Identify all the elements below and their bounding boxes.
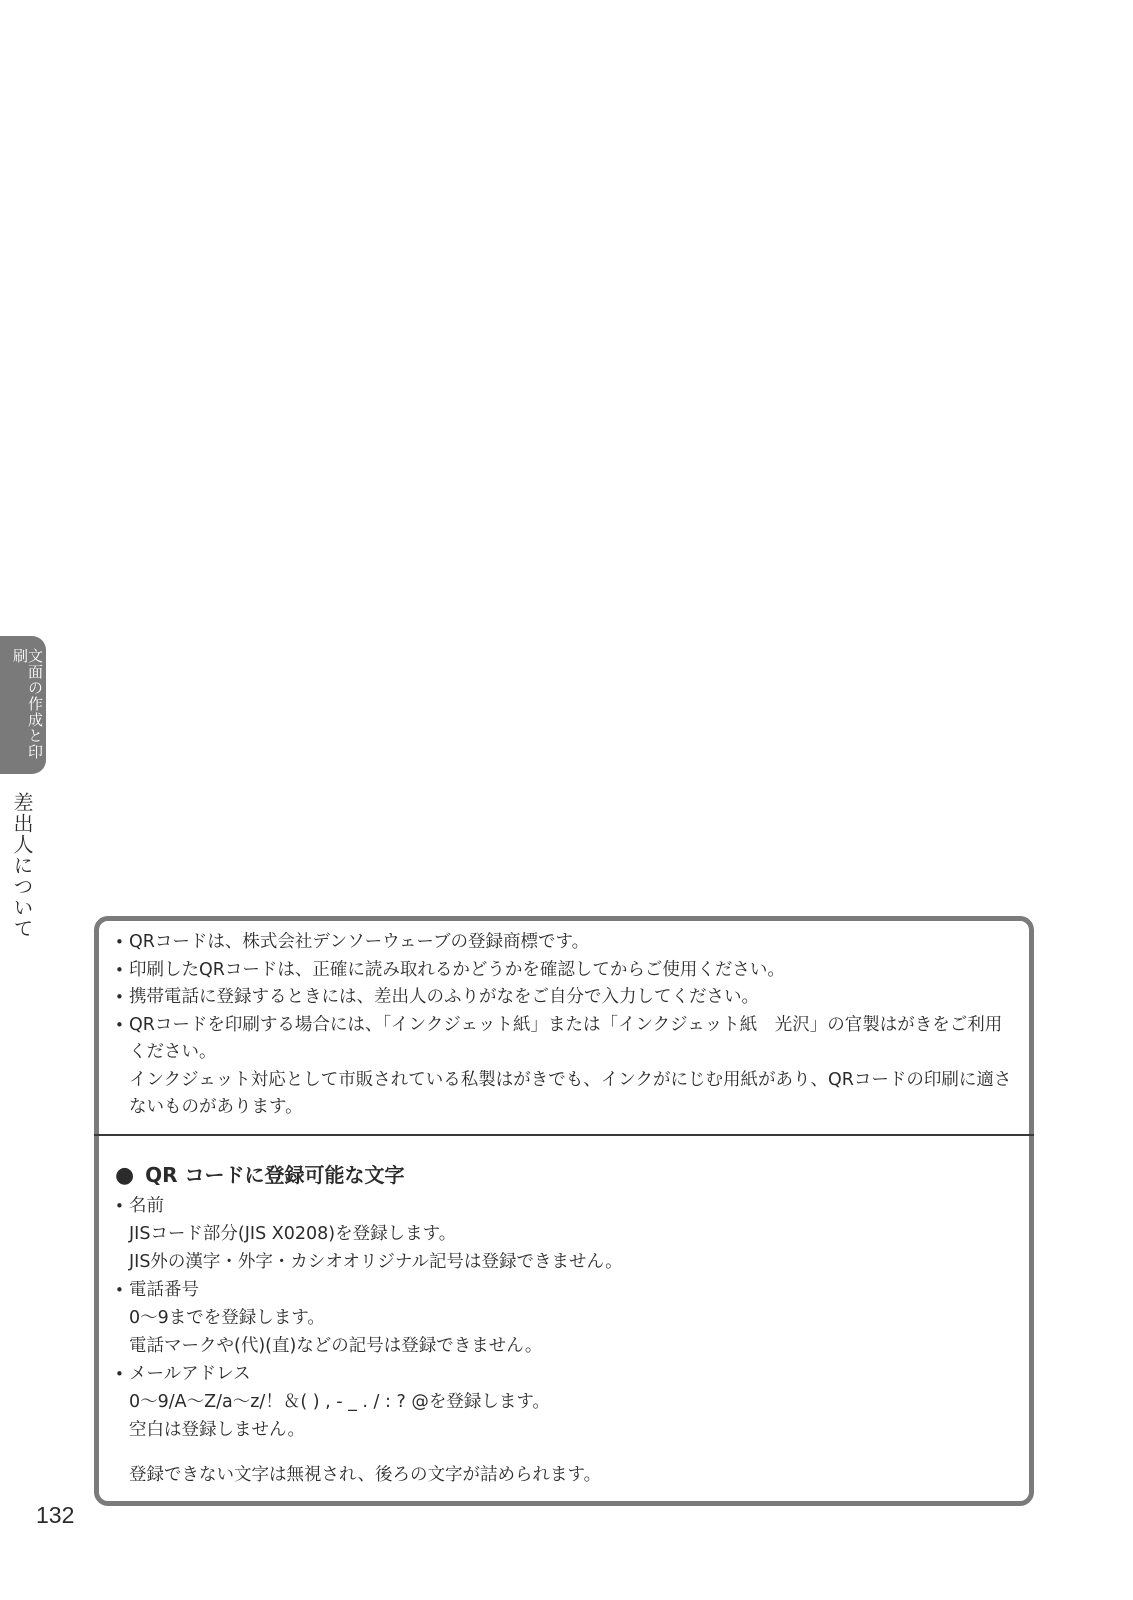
note-item bbox=[115, 929, 1013, 957]
section-title bbox=[115, 1159, 405, 1188]
note-text: QRコードを印刷する場合には、「インクジェット紙」または「インクジェット紙 光沢」の官製はがきをご利用ください。 bbox=[129, 1014, 1003, 1062]
item-line: 空白は登録しません。 bbox=[129, 1420, 306, 1440]
bullet-icon: • bbox=[115, 1015, 124, 1034]
note-box bbox=[94, 916, 1034, 1506]
footnote: 登録できない文字は無視され、後ろの文字が詰められます。 bbox=[129, 1465, 602, 1485]
note-text: 携帯電話に登録するときには、差出人のふりがなをご自分で入力してください。 bbox=[129, 987, 759, 1007]
bullet-icon: • bbox=[115, 933, 124, 951]
notes-list bbox=[115, 929, 1013, 1122]
note-item bbox=[115, 957, 1013, 985]
item-line: JIS外の漢字・外字・カシオオリジナル記号は登録できません。 bbox=[129, 1252, 623, 1272]
item-label: 電話番号 bbox=[129, 1280, 199, 1300]
bullet-icon: • bbox=[115, 988, 124, 1006]
item-line: JISコード部分(JIS X0208)を登録します。 bbox=[129, 1224, 457, 1244]
list-item bbox=[115, 1276, 1013, 1360]
chapter-tab-label: 文面の作成と印刷 bbox=[11, 648, 44, 760]
item-line: 0〜9までを登録します。 bbox=[129, 1308, 325, 1328]
chapter-tab[interactable] bbox=[0, 636, 46, 774]
note-text: 印刷したQRコードは、正確に読み取れるかどうかを確認してからご使用ください。 bbox=[129, 959, 785, 980]
filled-circle-icon: ● bbox=[115, 1163, 135, 1188]
note-item-continuation bbox=[115, 1067, 1013, 1122]
allowed-chars-list bbox=[115, 1192, 1013, 1444]
bullet-icon: • bbox=[115, 1365, 124, 1383]
item-line: 電話マークや(代)(直)などの記号は登録できません。 bbox=[129, 1336, 543, 1356]
section-title-text: QR コードに登録可能な文字 bbox=[145, 1163, 405, 1187]
page-number: 132 bbox=[36, 1502, 75, 1528]
bullet-icon: • bbox=[115, 960, 124, 979]
list-item bbox=[115, 1192, 1013, 1276]
bullet-icon: • bbox=[115, 1281, 124, 1299]
section-side-label: 差出人について bbox=[10, 792, 34, 939]
list-item bbox=[115, 1360, 1013, 1444]
note-text: QRコードは、株式会社デンソーウェーブの登録商標です。 bbox=[129, 932, 590, 952]
note-text: インクジェット対応として市販されている私製はがきでも、インクがにじむ用紙があり、QRコードの印刷に適さないものがあります。 bbox=[129, 1069, 1012, 1117]
item-line: 0〜9/A〜Z/a〜z/！＆( ) , - _ . / : ? @を登録します。 bbox=[129, 1392, 550, 1412]
item-label: 名前 bbox=[129, 1196, 164, 1216]
bullet-icon: • bbox=[115, 1197, 124, 1215]
note-item bbox=[115, 1012, 1013, 1067]
note-item bbox=[115, 984, 1013, 1012]
divider bbox=[94, 1134, 1034, 1136]
item-label: メールアドレス bbox=[129, 1364, 251, 1384]
